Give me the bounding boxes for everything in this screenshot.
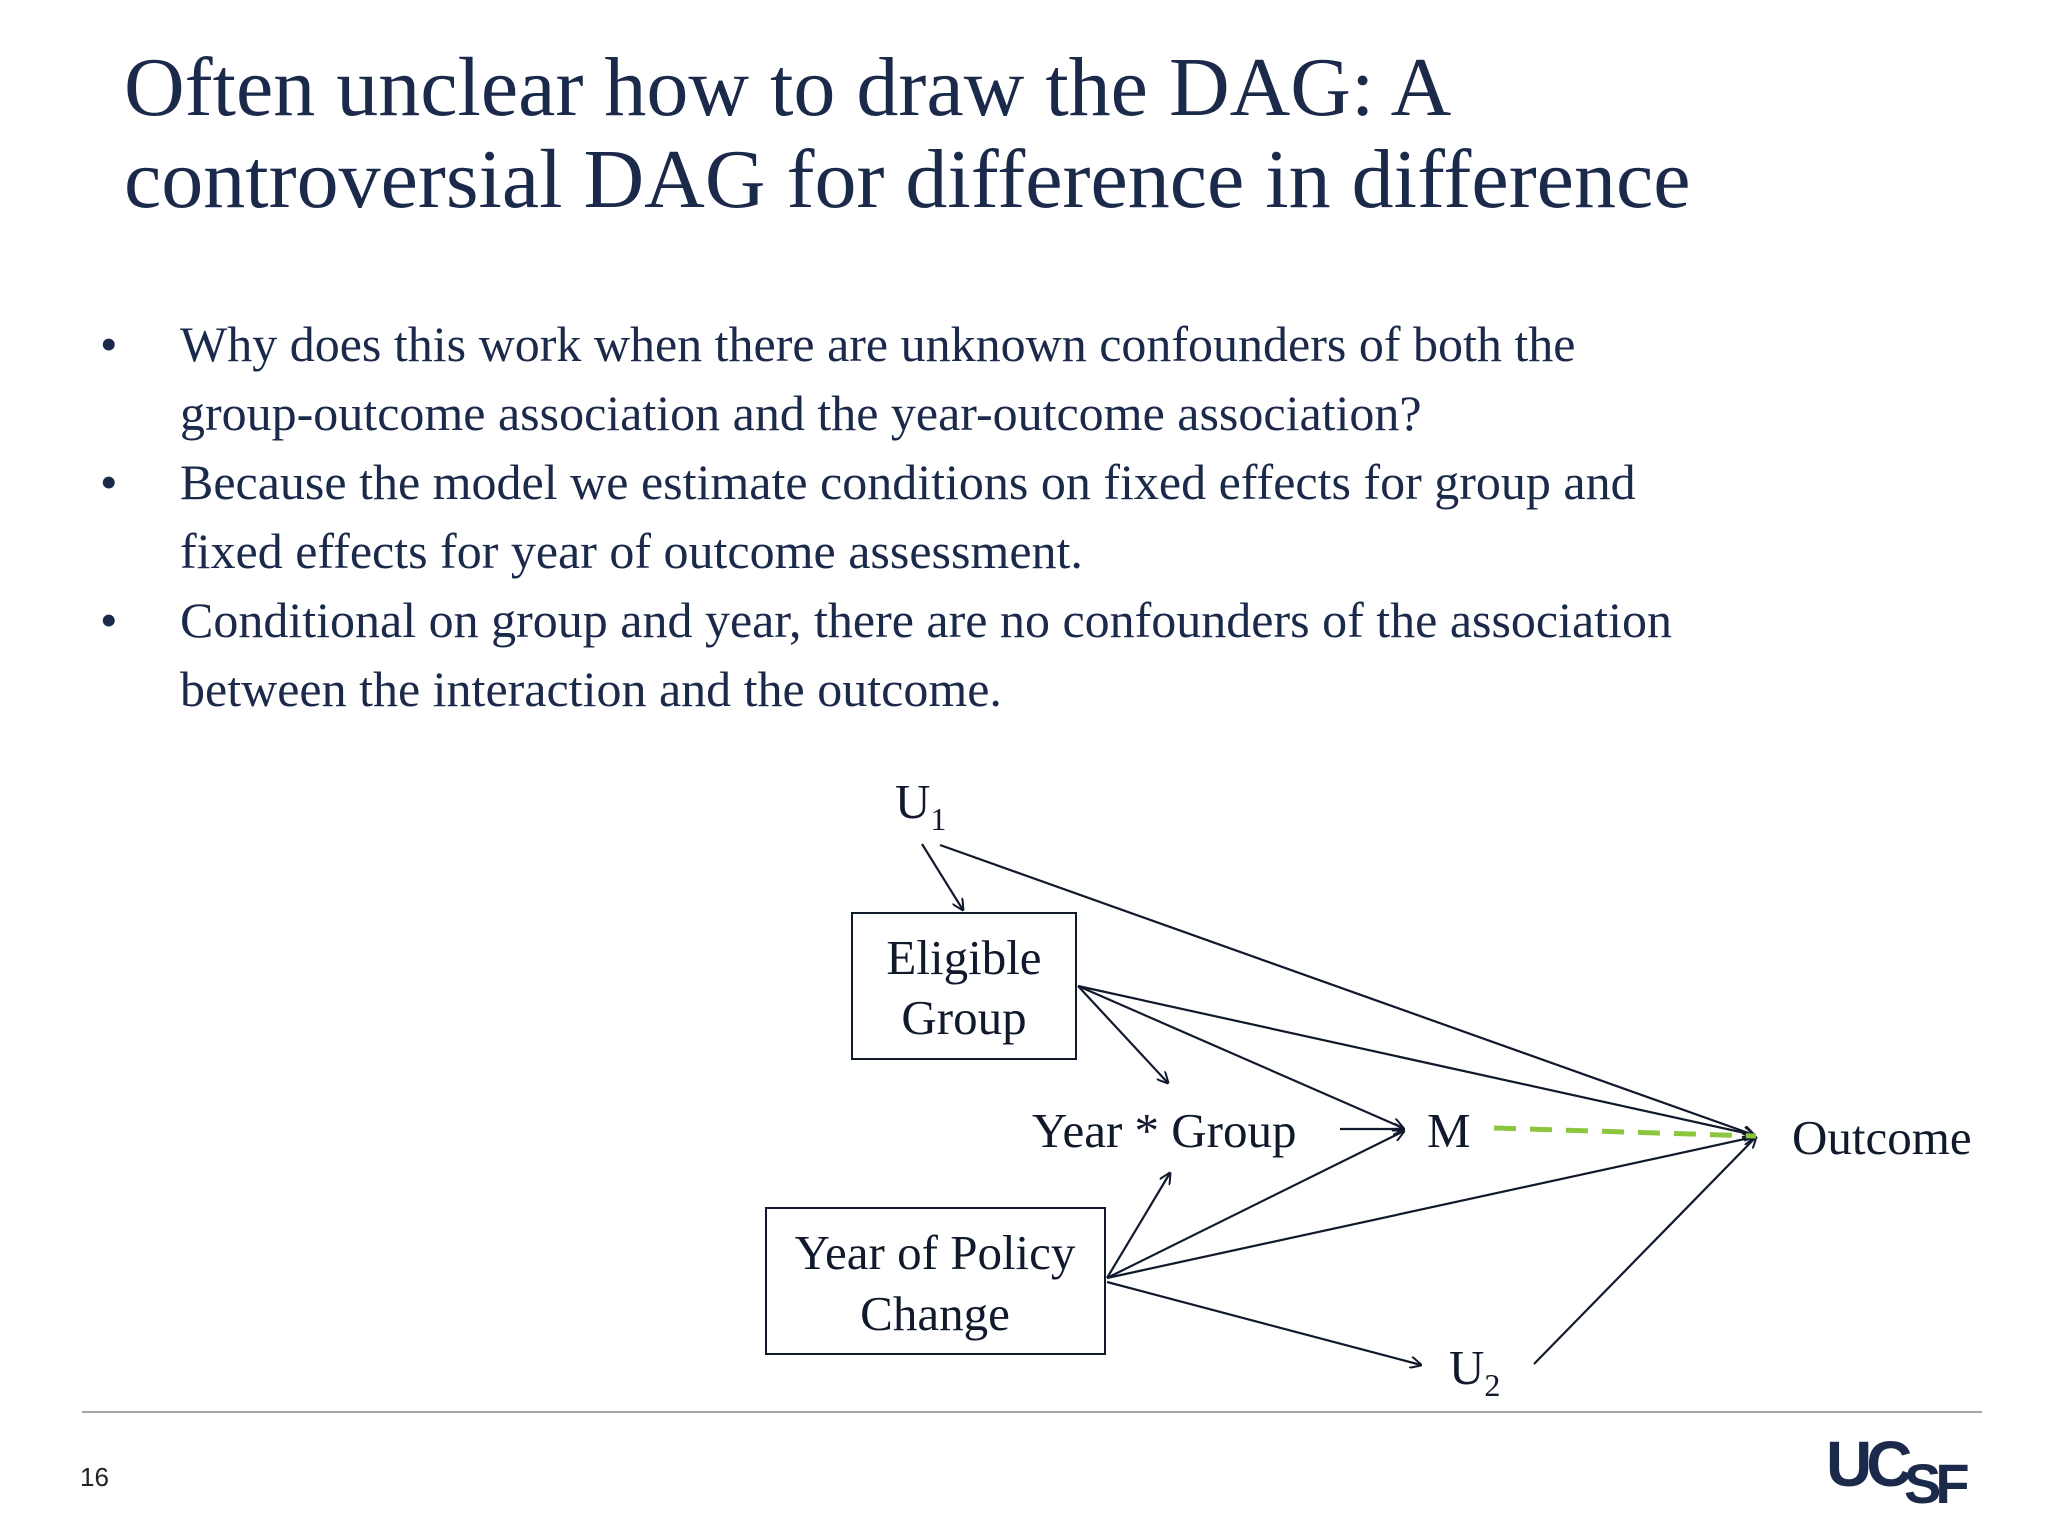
page-number: 16 [80, 1462, 109, 1492]
ucsf-logo [1826, 1428, 1976, 1515]
title-line-2: controversial DAG for difference in difference [124, 133, 1691, 226]
node-eligible-group-line-2: Group [901, 990, 1027, 1045]
edge-u2-outcome [1534, 1137, 1756, 1364]
edge-u1-eligible [922, 844, 963, 910]
bullet-dot: • [100, 316, 118, 372]
node-year-policy-line-1: Year of Policy [794, 1225, 1076, 1280]
node-outcome: Outcome [1792, 1110, 1972, 1165]
bullet-dot: • [100, 592, 118, 648]
bullet-text-line: Because the model we estimate conditions on fixed effects for group and [180, 454, 1636, 510]
bullet-dot: • [100, 454, 118, 510]
title-line-1: Often unclear how to draw the DAG: A [124, 41, 1452, 134]
bullet-text-line: Why does this work when there are unknown confounders of both the [180, 316, 1576, 372]
node-u2: $U_2$ [1449, 1340, 1501, 1403]
node-u1: $U_1$ [895, 774, 947, 837]
bullet-text-line: between the interaction and the outcome. [180, 661, 1002, 717]
bullet-text-line: group-outcome association and the year-outcome association? [180, 385, 1422, 441]
edge-policy-outcome [1107, 1137, 1754, 1278]
edge-eligible-interaction [1078, 986, 1168, 1083]
node-year-policy-line-2: Change [860, 1286, 1010, 1341]
footer-divider [82, 1411, 1982, 1413]
logo-sf: SF [1904, 1452, 1964, 1515]
node-m: M [1427, 1103, 1471, 1158]
bullet-text-line: Conditional on group and year, there are no confounders of the association [180, 592, 1672, 648]
edge-m-outcome-dashed [1494, 1128, 1756, 1136]
edge-u1-outcome [940, 845, 1754, 1135]
edge-policy-u2 [1107, 1282, 1421, 1365]
node-eligible-group-line-1: Eligible [886, 930, 1042, 985]
logo-uc: UC [1826, 1428, 1907, 1500]
bullet-text-line: fixed effects for year of outcome assessment. [180, 523, 1083, 579]
node-year-group: Year * Group [1032, 1103, 1297, 1158]
